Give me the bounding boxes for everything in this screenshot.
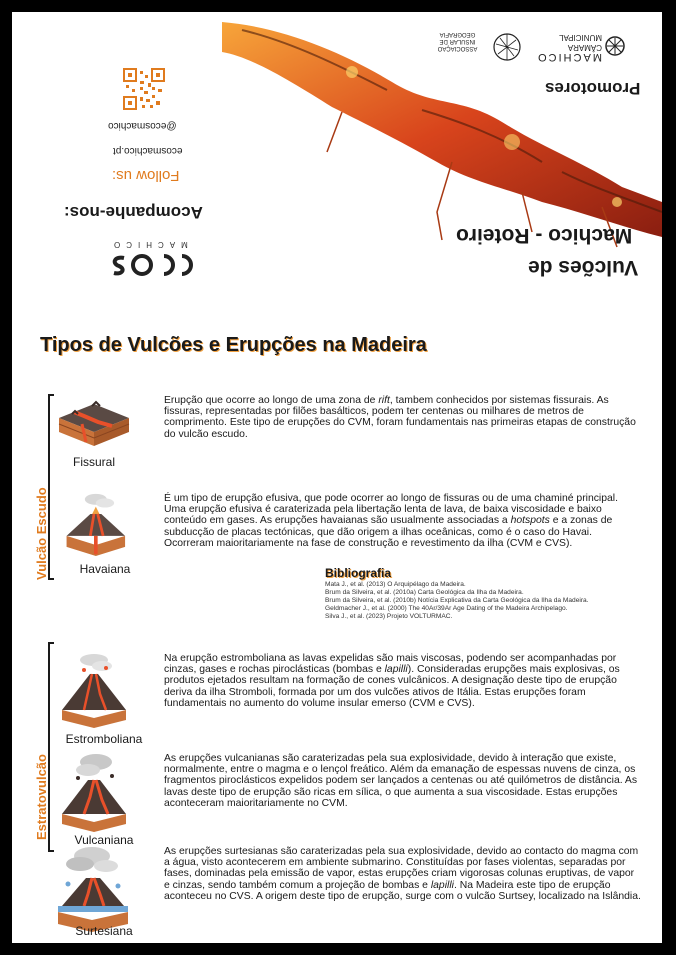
type-caption: Fissural <box>72 455 115 469</box>
qr-code-icon[interactable] <box>122 67 166 111</box>
follow-us-text: Follow us: <box>112 167 180 184</box>
type-caption: Havaiana <box>79 562 131 576</box>
estromboliana-description: Na erupção estromboliana as lavas expelidas são mais viscosas, podendo ser acompanhadas por cinzas, gases e rochas piroclásticas (bombas e lapilli). Consideradas erupções mais explosivas, os produtos ejetados resultam na formação de cones vulcânicos. A designação deste tipo de erupção deriva da ilha Stromboli, formada por um dos vulcões ativos de Itália. Estas erupções foram fundamentais no aumento do volume insular emerso (CVM e CVS). <box>164 653 620 709</box>
type-caption: Surtesiana <box>75 924 133 938</box>
surtesiana-illustration <box>48 844 138 934</box>
social-handle[interactable]: @ecosmachico <box>108 120 177 131</box>
bibliography-item: Mata J., et al. (2013) O Arquipélago da Madeira. <box>325 581 466 588</box>
surtesiana-description: As erupções surtesianas são caraterizadas pela sua explosividade, devido ao contacto do magma com a água, visto acontecerem em ambiente submarino. Constituídas por fases violentas, separadas por fases, dominadas pela emissão de vapor, estas erupções criam vigorosas colunas eruptivas, de vapor e cinzas, sendo também comum a projeção de bombas e lapilli. Na Madeira este tipo de erupção aconteceu no CVS. A origem deste tipo de erupção, surge com o vulcão Surtsey, localizado na Islândia. <box>164 846 641 902</box>
cover-title-line1: Vulcões de <box>527 256 638 279</box>
machico-sub: CÂMARA MUNICIPAL <box>559 33 602 52</box>
bibliography-item: Brum da Silveira, et al. (2010b) Notícia Explicativa da Carta Geológica da Ilha da Madeira. <box>325 597 589 604</box>
type-caption: Vulcaniana <box>74 833 134 847</box>
bibliography-item: Geldmacher J., et al. (2000) The 40Ar/39Ar Age Dating of the Madeira Archipelago. <box>325 605 568 612</box>
fissural-illustration <box>54 386 134 450</box>
cover-panel <box>12 12 662 317</box>
bibliography-item: Brum da Silveira, et al. (2010a) Carta Geológica da Ilha da Madeira. <box>325 589 524 596</box>
page-title: Tipos de Vulcões e Erupções na Madeira <box>40 334 427 356</box>
geo-association-logo <box>492 32 522 62</box>
type-caption: Estromboliana <box>65 732 143 746</box>
estromboliana-illustration <box>54 652 134 728</box>
group-label-estratovulcao: Estratovulcão <box>34 754 49 840</box>
bibliography-title: Bibliografia <box>325 566 392 580</box>
machico-logo-text <box>532 32 602 62</box>
website-link[interactable]: ecosmachico.pt <box>113 145 183 156</box>
geo-association-text: ASSOCIAÇÃO INSULAR DE GEOGRAFIA <box>437 31 478 51</box>
havaiana-illustration <box>54 492 134 556</box>
brochure-page <box>12 12 662 943</box>
vulcaniana-description: As erupções vulcanianas são caraterizadas pela sua explosividade, devido à interação que existe, normalmente, entre o magma e o lençol freático. Além da emanação de espessas nuvens de cinza, os fragmentos piroclásticos expelidos podem ser lançados a centenas ou até quilómetros de distância. As lavas deste tipo de erupção são ricas em sílica, o que aumenta a sua viscosidade. Estas erupções aconteceram maioritariamente no CVM. <box>164 753 638 809</box>
vulcaniana-illustration <box>54 752 134 834</box>
promotores-heading: Promotores <box>544 79 640 98</box>
bibliography <box>325 566 655 621</box>
group-label-vulcao-escudo: Vulcão Escudo <box>34 487 49 580</box>
acompanhe-heading: Acompanhe-nos: <box>64 203 203 222</box>
fissural-description: Erupção que ocorre ao longo de uma zona de rift, tambem conhecidos por sistemas fissurais. As fissuras, representadas por filões basálticos, podem ter centenas ou milhares de metros de comprimento. Este tipo de erupções do CVM, foram fundamentais nas primeiras etapas de construção do vulcão escudo. <box>164 395 636 440</box>
cover-title-line2: Machico - Roteiro <box>455 224 632 247</box>
ecos-logo-subtitle: MACHICO <box>108 240 188 249</box>
machico-name: MACHICO <box>536 51 602 63</box>
estrato-bracket-top <box>48 642 54 644</box>
havaiana-description: É um tipo de erupção efusiva, que pode ocorrer ao longo de fissuras ou de uma chaminé principal. Uma erupção efusiva é caraterizada pela libertação lenta de lava, de baixa viscosidade e baixo conteúdo em gases. As erupções havaianas são usualmente associadas a hotspots e a zonas de subducção de placas tectónicas, que dão origem a ilhas oceânicas, como é o caso do Havai. Ocorreram maioritariamente na fase de construção e revestimento da ilha (CVM e CVS). <box>164 493 618 549</box>
bibliography-item: Silva J., et al. (2023) Projeto VOLTURMAC. <box>325 613 453 620</box>
